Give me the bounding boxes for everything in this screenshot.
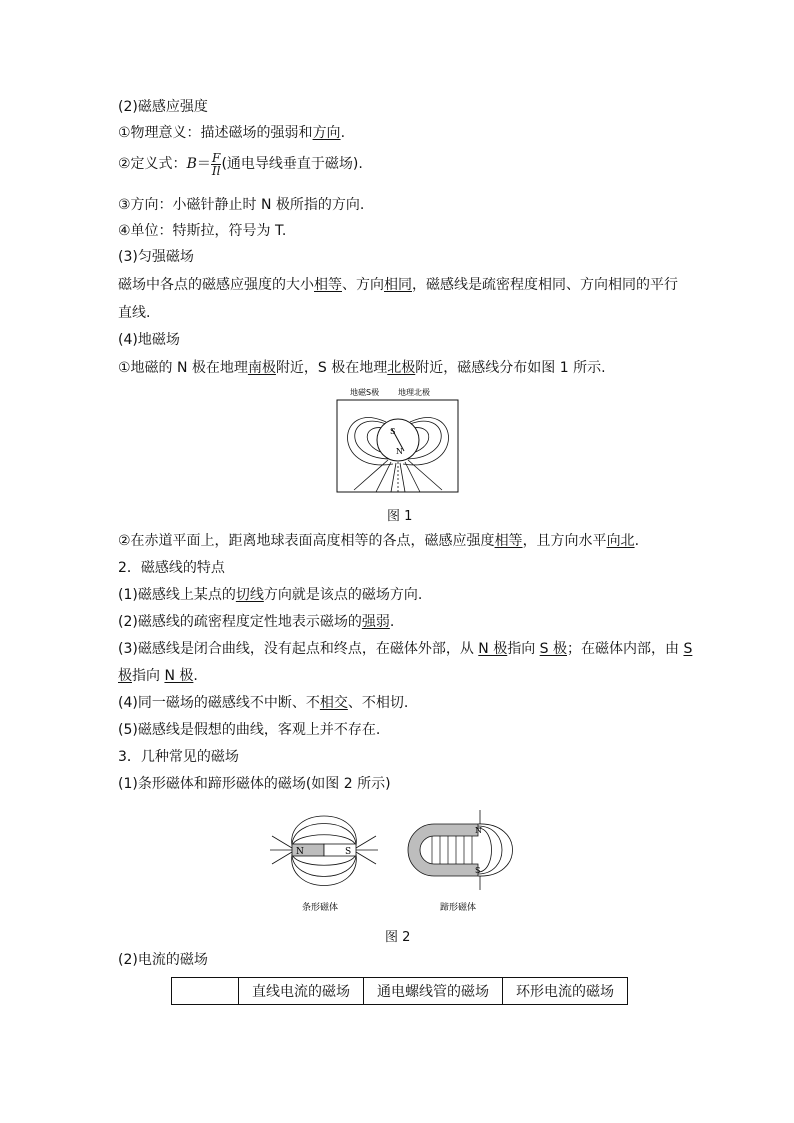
horseshoe-n-label: N <box>475 826 482 835</box>
label-geomagnetic-south: 地磁S极 <box>350 388 380 397</box>
bar-magnet-caption: 条形磁体 <box>302 903 339 913</box>
paragraph-no-intersect: (4)同一磁场的磁感线不中断、不相交、不相切. <box>118 695 409 711</box>
pole-n-label: N <box>396 447 403 456</box>
table-header-straight-current: 直线电流的磁场 <box>239 978 364 1005</box>
paragraph-imaginary: (5)磁感线是假想的曲线，客观上并不存在. <box>118 722 381 738</box>
magnets-diagram <box>266 806 530 918</box>
section-heading-field-line-features: 2．磁感线的特点 <box>118 560 225 576</box>
table-header-solenoid: 通电螺线管的磁场 <box>364 978 503 1005</box>
figure-1-earth-field <box>336 384 460 494</box>
formula-fraction: $\frac{F}{Il}$ <box>211 150 221 178</box>
paragraph-current-field: (2)电流的磁场 <box>118 952 208 968</box>
horseshoe-s-label: S <box>475 866 481 875</box>
earth-field-diagram <box>336 384 460 494</box>
section-heading-common-fields: 3．几种常见的磁场 <box>118 749 239 765</box>
pole-s-label: S <box>390 427 396 436</box>
paragraph-density: (2)磁感线的疏密程度定性地表示磁场的强弱. <box>118 614 395 630</box>
figure-1-caption: 图 1 <box>387 509 413 524</box>
table-cell-empty <box>172 978 239 1005</box>
horseshoe-outer-field <box>478 810 513 890</box>
paragraph-bar-horseshoe: (1)条形磁体和蹄形磁体的磁场(如图 2 所示) <box>118 776 391 792</box>
table-row <box>172 978 628 1005</box>
paragraph-geomagnetic-poles: ①地磁的 N 极在地理南极附近，S 极在地理北极附近，磁感线分布如图 1 所示. <box>118 360 606 376</box>
bar-magnet-s-half <box>324 844 356 856</box>
paragraph-closed-curve: (3)磁感线是闭合曲线，没有起点和终点，在磁体外部，从 N 极指向 S 极；在磁体内部，由 S <box>118 641 693 657</box>
paragraph-definition-formula: ②定义式：B＝ $\frac{F}{Il}$ (通电导线垂直于磁场). <box>118 150 363 178</box>
label-geographic-north: 地理北极 <box>398 388 430 397</box>
paragraph-uniform-field: 磁场中各点的磁感应强度的大小相等、方向相同，磁感线是疏密程度相同、方向相同的平行 <box>118 277 678 293</box>
paragraph-equator-field: ②在赤道平面上，距离地球表面高度相等的各点，磁感应强度相等，且方向水平向北. <box>118 533 640 549</box>
bar-magnet-s-label: S <box>345 847 352 857</box>
paragraph-direction: ③方向：小磁针静止时 N 极所指的方向. <box>118 197 365 213</box>
section-heading-uniform-field: (3)匀强磁场 <box>118 249 194 265</box>
horseshoe-inner-field <box>432 836 472 864</box>
figure-2-caption: 图 2 <box>385 930 411 945</box>
table-header-loop-current: 环形电流的磁场 <box>503 978 628 1005</box>
current-field-table <box>171 977 628 1005</box>
horseshoe-caption: 蹄形磁体 <box>440 903 477 913</box>
horseshoe-magnet-body <box>408 824 481 876</box>
paragraph-tangent: (1)磁感线上某点的切线方向就是该点的磁场方向. <box>118 587 423 603</box>
paragraph-physical-meaning: ①物理意义：描述磁场的强弱和方向. <box>118 125 346 141</box>
figure-2-magnets <box>266 806 530 918</box>
paragraph-closed-curve-cont: 极指向 N 极. <box>118 668 198 684</box>
paragraph-unit: ④单位：特斯拉，符号为 T. <box>118 223 287 239</box>
section-heading-magnetic-induction: (2)磁感应强度 <box>118 99 208 115</box>
bar-magnet-n-label: N <box>296 847 304 857</box>
paragraph-uniform-field-cont: 直线. <box>118 305 151 321</box>
section-heading-geomagnetic: (4)地磁场 <box>118 332 180 348</box>
